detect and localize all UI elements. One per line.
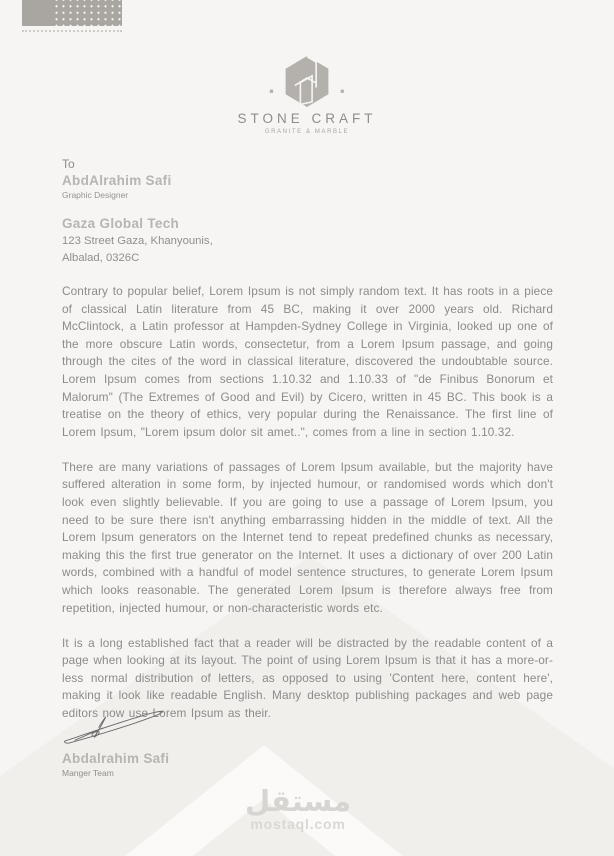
stone-craft-logo-icon: [268, 54, 346, 109]
recipient-role: Graphic Designer: [62, 190, 129, 200]
letterhead: [0, 54, 614, 135]
brand-name: STONE CRAFT: [237, 111, 377, 126]
recipient-company: Gaza Global Tech: [62, 216, 180, 231]
paragraph-1: Contrary to popular belief, Lorem Ipsum is not simply random text. It has roots in a piece of classical Latin literature from 45 BC, making it over 2000 years old. Richard McClintock, a Latin professor at Hampden-Sydney College in Virginia, looked up one of the more obscure Latin words, consectetur, from a Lorem Ipsum passage, and going through the cites of the word in classical literature, discovered the undoubtable source. Lorem Ipsum comes from sections 1.10.32 and 1.10.33 of "de Finibus Bonorum et Malorum" (The Extremes of Good and Evil) by Cicero, written in 45 BC. This book is a treatise on the theory of ethics, very popular during the Renaissance. The first line of Lorem Ipsum, "Lorem ipsum dolor sit amet..", comes from a line in section 1.10.32.: [62, 284, 553, 439]
mostaql-domain: mostaql.com: [250, 816, 346, 832]
signature-block: [62, 704, 177, 779]
recipient-name: AbdAlrahim Safi: [62, 173, 172, 188]
mostaql-watermark: [0, 786, 596, 832]
deco-dotted-block: [51, 0, 122, 26]
salutation: To: [62, 157, 75, 171]
recipient-address-line1: 123 Street Gaza, Khanyounis,: [62, 235, 213, 247]
deco-dotted-line: [22, 30, 122, 32]
mostaql-arabic-logo: مستقل: [244, 784, 352, 818]
recipient-address-line2: Albalad, 0326C: [62, 252, 140, 264]
logo-right-dot: [341, 90, 344, 93]
deco-solid-block: [22, 0, 51, 26]
letter-body: [62, 283, 553, 740]
signer-title: Manger Team: [62, 768, 114, 778]
signer-name: Abdalrahim Safi: [62, 751, 170, 766]
paragraph-2: There are many variations of passages of Lorem Ipsum available, but the majority have suffered alteration in some form, by injected humour, or randomised words which don't look even slightly believable. If you are going to use a passage of Lorem Ipsum, you need to be sure there isn't anything embarrassing hidden in the middle of text. All the Lorem Ipsum generators on the Internet tend to repeat predefined chunks as necessary, making this the first true generator on the Internet. It uses a dictionary of over 200 Latin words, combined with a handful of model sentence structures, to generate Lorem Ipsum which looks reasonable. The generated Lorem Ipsum is therefore always free from repetition, injected humour, or non-characteristic words etc.: [62, 459, 553, 615]
signature-icon: [62, 704, 177, 746]
brand-tagline: GRANITE & MARBLE: [264, 129, 350, 135]
recipient-block: [62, 156, 213, 267]
logo-left-dot: [270, 90, 273, 93]
paragraph-3: It is a long established fact that a reader will be distracted by the readable content of a page when looking at its layout. The point of using Lorem Ipsum is that it has a more-or-less normal distribution of letters, as opposed to using 'Content here, content here', making it look like readable English. Many desktop publishing packages and web page editors now use Lorem Ipsum as their.: [62, 635, 553, 721]
